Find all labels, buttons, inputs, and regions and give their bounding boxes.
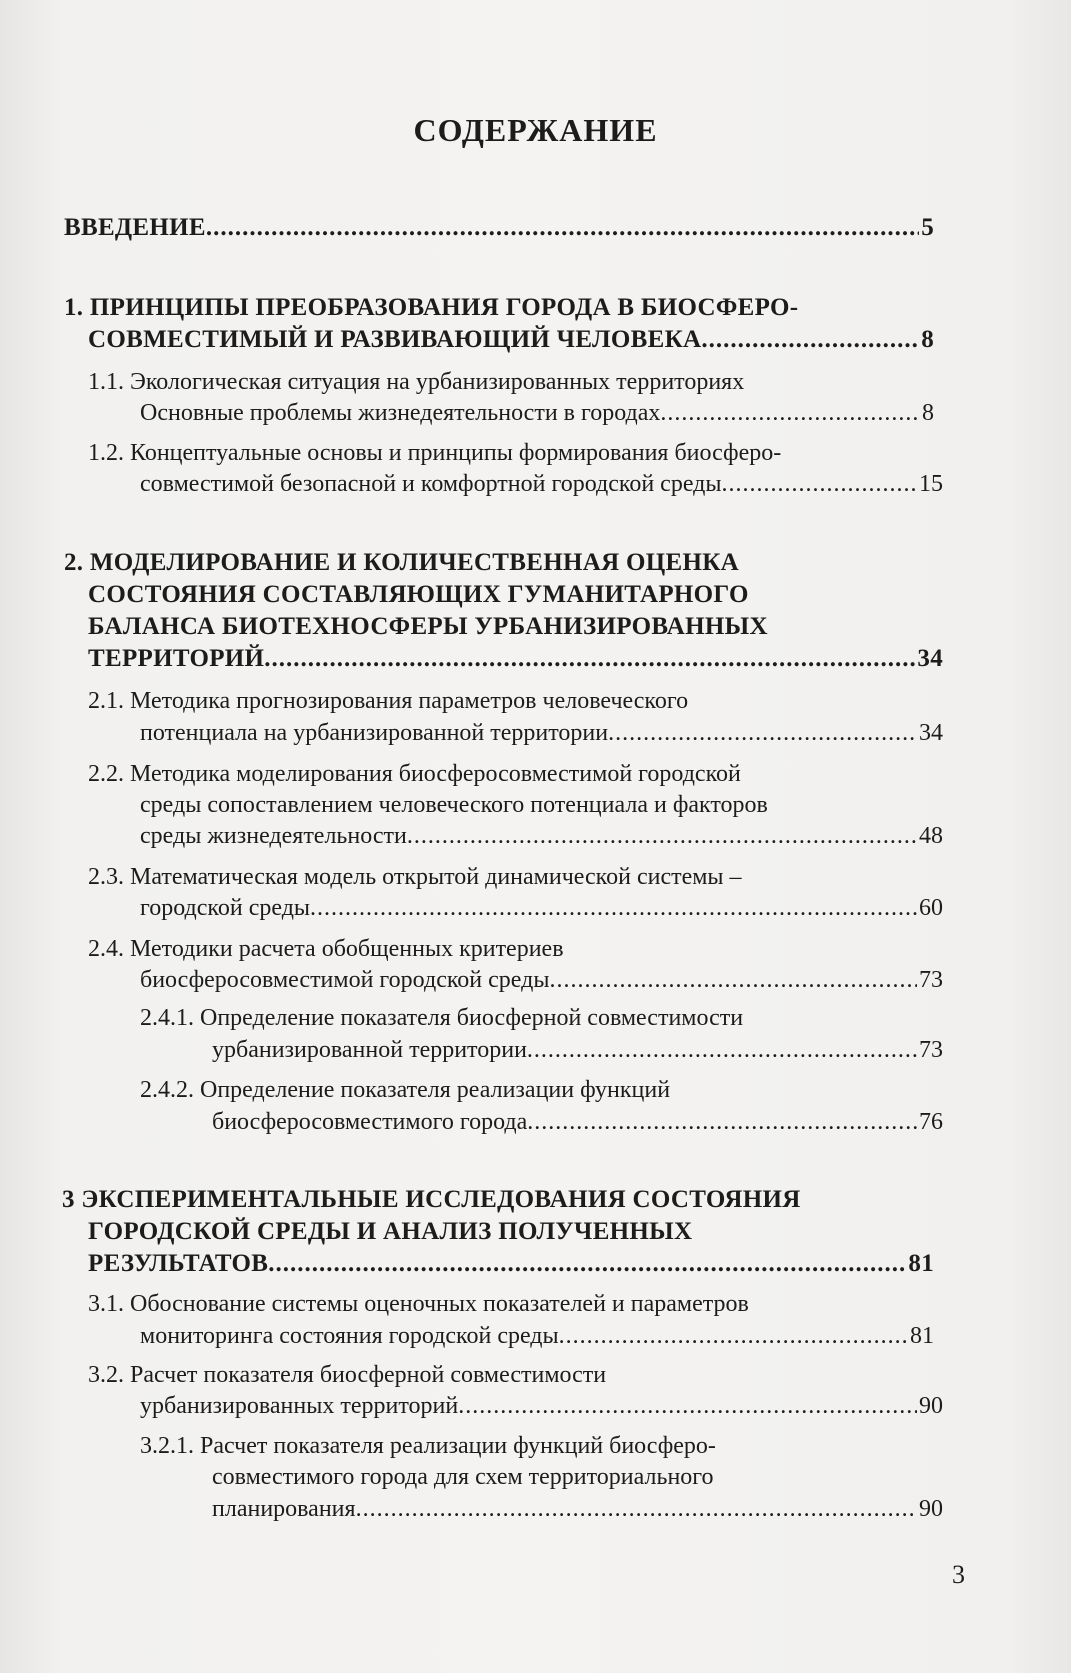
toc-entry-text: потенциала на урбанизированной территории [140, 720, 609, 746]
toc-entry-text: 2.4.2. Определение показателя реализации функций [140, 1077, 671, 1103]
toc-heading-line [88, 1216, 692, 1248]
toc-subentry-line [88, 437, 781, 469]
dot-leader [264, 643, 915, 675]
toc-entry-text: 2.3. Математическая модель открытой динамической системы – [88, 864, 742, 890]
toc-entry-text: ВВЕДЕНИЕ [64, 214, 206, 241]
toc-entry-text: 2.4.1. Определение показателя биосферной совместимости [140, 1005, 744, 1031]
toc-subentry-line [140, 789, 768, 821]
toc-subentry-line [88, 861, 742, 893]
toc-page-number: 90 [919, 1496, 943, 1522]
toc-entry-section-3 [88, 1248, 934, 1280]
toc-subentry-line [140, 1430, 716, 1462]
toc-page-number: 90 [919, 1393, 943, 1419]
dot-leader [458, 1390, 917, 1422]
toc-entry-3-1 [140, 1320, 934, 1352]
toc-subentry-line [88, 1288, 749, 1320]
toc-entry-text: урбанизированной территории [212, 1037, 527, 1063]
toc-page-number: 73 [919, 1037, 943, 1063]
toc-subentry-line [212, 1461, 714, 1493]
toc-entry-text: среды сопоставлением человеческого потенциала и факторов [140, 792, 768, 818]
dot-leader [310, 892, 917, 924]
toc-subentry-line [140, 1074, 670, 1106]
toc-entry-3-2-1 [212, 1493, 943, 1525]
toc-page-number: 73 [919, 967, 943, 993]
toc-entry-section-1 [88, 324, 934, 356]
toc-entry-text: ТЕРРИТОРИЙ [88, 645, 265, 672]
toc-subentry-line [88, 758, 741, 790]
dot-leader [559, 1320, 908, 1352]
toc-subentry-line [88, 933, 564, 965]
toc-entry-1-2 [140, 468, 943, 500]
toc-entry-intro [64, 212, 934, 244]
toc-entry-text: мониторинга состояния городской среды [140, 1323, 559, 1349]
toc-entry-text: совместимой безопасной и комфортной городской среды [140, 471, 722, 497]
dot-leader [549, 964, 917, 996]
toc-page-number: 15 [919, 471, 943, 497]
toc-page-number: 8 [921, 326, 934, 353]
toc-entry-text: 2.1. Методика прогнозирования параметров человеческого [88, 688, 689, 714]
toc-subentry-line [88, 685, 688, 717]
toc-page-number: 60 [919, 895, 943, 921]
toc-entry-text: среды жизнедеятельности [140, 823, 407, 849]
toc-entry-2-4-2 [212, 1106, 943, 1138]
dot-leader [356, 1493, 917, 1525]
toc-page-number: 34 [919, 720, 943, 746]
toc-entry-text: биосферосовместимой городской среды [140, 967, 550, 993]
toc-entry-text: СОВМЕСТИМЫЙ И РАЗВИВАЮЩИЙ ЧЕЛОВЕКА [88, 326, 702, 353]
toc-entry-text: 1.2. Концептуальные основы и принципы формирования биосферо- [88, 440, 782, 466]
toc-heading-line [62, 1184, 801, 1216]
toc-page-number: 48 [919, 823, 943, 849]
toc-entry-text: 3.1. Обоснование системы оценочных показателей и параметров [88, 1291, 749, 1317]
toc-entry-text: 1.1. Экологическая ситуация на урбанизированных территориях [88, 369, 745, 395]
toc-entry-text: урбанизированных территорий [140, 1393, 459, 1419]
toc-entry-text: СОСТОЯНИЯ СОСТАВЛЯЮЩИХ ГУМАНИТАРНОГО [88, 581, 749, 608]
dot-leader [527, 1106, 917, 1138]
toc-entry-text: совместимого города для схем территориального [212, 1464, 714, 1490]
toc-entry-text: ГОРОДСКОЙ СРЕДЫ И АНАЛИЗ ПОЛУЧЕННЫХ [88, 1218, 693, 1245]
dot-leader [660, 397, 920, 429]
toc-entry-text: 2.4. Методики расчета обобщенных критериев [88, 936, 564, 962]
dot-leader [268, 1248, 906, 1280]
toc-entry-text: 3.2.1. Расчет показателя реализации функций биосферо- [140, 1433, 716, 1459]
toc-entry-text: Основные проблемы жизнедеятельности в городах [140, 400, 661, 426]
toc-entry-text: 2.2. Методика моделирования биосферосовместимой городской [88, 761, 741, 787]
toc-subentry-line [88, 366, 744, 398]
toc-heading-line [88, 611, 768, 643]
toc-page-number: 5 [921, 214, 934, 241]
dot-leader [722, 468, 918, 500]
toc-entry-text: РЕЗУЛЬТАТОВ [88, 1250, 269, 1277]
toc-entry-text: городской среды [140, 895, 311, 921]
toc-page-number: 81 [908, 1250, 934, 1277]
toc-page-number: 34 [917, 645, 943, 672]
toc-entry-text: 2. МОДЕЛИРОВАНИЕ И КОЛИЧЕСТВЕННАЯ ОЦЕНКА [64, 549, 739, 576]
toc-entry-text: 1. ПРИНЦИПЫ ПРЕОБРАЗОВАНИЯ ГОРОДА В БИОСФЕРО- [64, 294, 799, 321]
toc-entry-text: 3 ЭКСПЕРИМЕНТАЛЬНЫЕ ИССЛЕДОВАНИЯ СОСТОЯНИЯ [62, 1186, 801, 1213]
dot-leader [206, 212, 919, 244]
dot-leader [527, 1034, 917, 1066]
toc-heading-line [64, 547, 739, 579]
toc-heading-line [64, 292, 798, 324]
toc-page-number: 8 [922, 400, 934, 426]
toc-entry-text: БАЛАНСА БИОТЕХНОСФЕРЫ УРБАНИЗИРОВАННЫХ [88, 613, 768, 640]
toc-entry-2-4-1 [212, 1034, 943, 1066]
dot-leader [608, 717, 917, 749]
toc-page-number: 81 [910, 1323, 934, 1349]
toc-entry-2-4 [140, 964, 943, 996]
toc-entry-text: 3.2. Расчет показателя биосферной совместимости [88, 1362, 607, 1388]
toc-entry-text: биосферосовместимого города [212, 1109, 528, 1135]
dot-leader [701, 324, 919, 356]
page-number: 3 [952, 1560, 965, 1589]
dot-leader [407, 820, 917, 852]
toc-page-number: 76 [919, 1109, 943, 1135]
toc-subentry-line [88, 1359, 606, 1391]
toc-entry-text: планирования [212, 1496, 356, 1522]
toc-entry-2-2 [140, 820, 943, 852]
toc-subentry-line [140, 1002, 743, 1034]
toc-entry-3-2 [140, 1390, 943, 1422]
page-title: СОДЕРЖАНИЕ [413, 112, 658, 148]
toc-entry-2-3 [140, 892, 943, 924]
toc-heading-line [88, 579, 749, 611]
toc-entry-section-2 [88, 643, 943, 675]
toc-entry-2-1 [140, 717, 943, 749]
toc-entry-1-1 [140, 397, 934, 429]
